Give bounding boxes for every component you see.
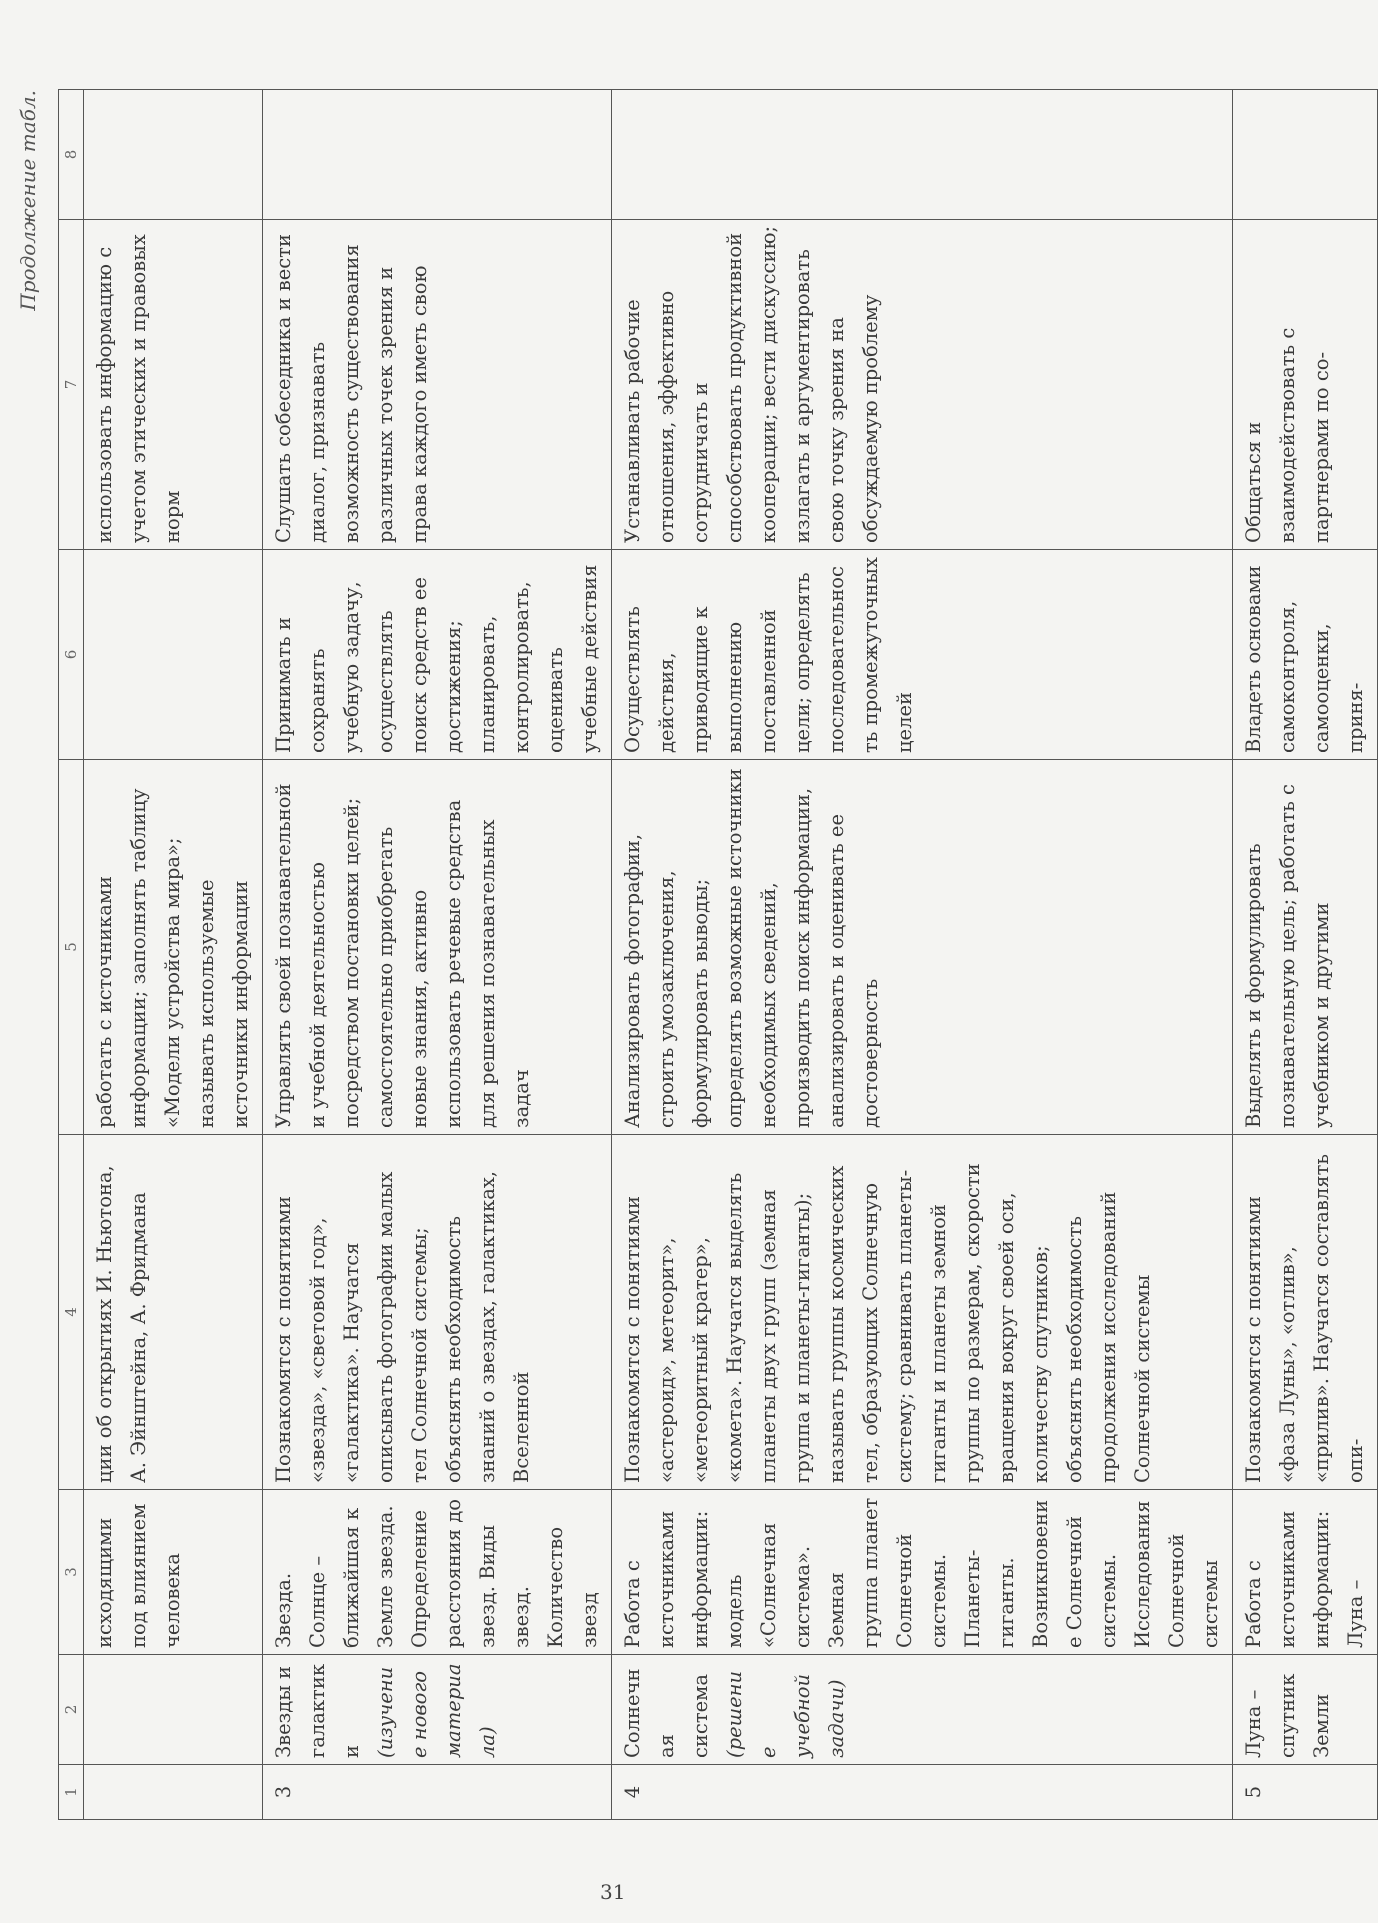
lesson-topic <box>84 1655 263 1765</box>
communicative-uud: Слушать собеседника и вести диалог, признавать возможность существования различных точек зрения и права каждого иметь свою <box>263 220 612 550</box>
column-number: 4 <box>59 1135 84 1490</box>
subject-results: Познакомятся с понятиями «фаза Луны», «отлив», «прилив». Научатся составлять опи- <box>1233 1135 1378 1490</box>
column-number: 8 <box>59 90 84 220</box>
row-number: 4 <box>612 1765 1233 1820</box>
regulatory-uud <box>84 550 263 760</box>
column-number: 7 <box>59 220 84 550</box>
table-caption: Продолжение табл. <box>16 90 40 311</box>
column-8-cell <box>612 90 1233 220</box>
column-8-cell <box>1233 90 1378 220</box>
subject-results: Познакомятся с понятиями «звезда», «световой год», «галактика». Научатся описывать фотографии малых тел Солнечной системы; объяснять необходимость знаний о звездах, галактиках, Вселенной <box>263 1135 612 1490</box>
column-number: 2 <box>59 1655 84 1765</box>
lesson-content: Работа с источниками информации: модель «Солнечная система». Земная группа планет Солнечной системы. Планеты-гиганты. Возникновение Солнечной системы. Исследования Солнечной системы <box>612 1490 1233 1655</box>
cognitive-uud: Управлять своей познавательной и учебной деятельностью посредством постановки целей; самостоятельно приобретать новые знания, активно использовать речевые средства для решения познавательных задач <box>263 760 612 1135</box>
lesson-topic <box>263 1655 612 1765</box>
column-8-cell <box>84 90 263 220</box>
column-8-cell <box>263 90 612 220</box>
column-number: 3 <box>59 1490 84 1655</box>
cognitive-uud: Выделять и формулировать познавательную цель; работать с учебником и другими <box>1233 760 1378 1135</box>
cognitive-uud: Анализировать фотографии, строить умозаключения, формулировать выводы; определять возможные источники необходимых сведений, производить поиск информации, анализировать и оценивать ее достоверность <box>612 760 1233 1135</box>
topic-lesson-type: (изучение нового материала) <box>374 1663 499 1758</box>
lesson-topic <box>1233 1655 1378 1765</box>
row-number <box>84 1765 263 1820</box>
cognitive-uud: работать с источниками информации; заполнять таблицу «Модели устройства мира»; называть используемые источники информации <box>84 760 263 1135</box>
table-row <box>1233 90 1378 1820</box>
lesson-topic <box>612 1655 1233 1765</box>
row-number: 3 <box>263 1765 612 1820</box>
row-number: 5 <box>1233 1765 1378 1820</box>
column-number: 5 <box>59 760 84 1135</box>
topic-title: Солнечная система <box>621 1668 712 1758</box>
table-row <box>612 90 1233 1820</box>
column-number: 1 <box>59 1765 84 1820</box>
table-row <box>84 90 263 1820</box>
topic-title: Луна – спутник Земли <box>1242 1673 1333 1758</box>
lesson-content: Звезда. Солнце – ближайшая к Земле звезда. Определение расстояния до звезд. Виды звезд. Количество звезд <box>263 1490 612 1655</box>
lesson-content: исходящими под влиянием человека <box>84 1490 263 1655</box>
topic-lesson-type: (решение учебной задачи) <box>723 1670 848 1758</box>
page-number: 31 <box>600 1880 626 1904</box>
communicative-uud: Устанавливать рабочие отношения, эффективно сотрудничать и способствовать продуктивной кооперации; вести дискуссию; излагать и аргументировать свою точку зрения на обсуждаемую проблему <box>612 220 1233 550</box>
column-number: 6 <box>59 550 84 760</box>
table-row <box>263 90 612 1820</box>
subject-results: ции об открытиях И. Ньютона, А. Эйнштейна, А. Фридмана <box>84 1135 263 1490</box>
rotated-table-container <box>16 90 1367 1820</box>
column-number-row <box>59 90 84 1820</box>
regulatory-uud: Принимать и сохранять учебную задачу, осуществлять поиск средств ее достижения; планировать, контролировать, оценивать учебные действия <box>263 550 612 760</box>
communicative-uud: Общаться и взаимодействовать с партнерами по со- <box>1233 220 1378 550</box>
lesson-content: Работа с источниками информации: Луна – <box>1233 1490 1378 1655</box>
regulatory-uud: Осуществлять действия, приводящие к выполнению поставленной цели; определять последовательность промежуточных целей <box>612 550 1233 760</box>
topic-title: Звезды и галактики <box>272 1663 363 1758</box>
regulatory-uud: Владеть основами самоконтроля, самооценки, приня- <box>1233 550 1378 760</box>
subject-results: Познакомятся с понятиями «астероид», метеорит», «метеоритный кратер», «комета». Научатся выделять планеты двух групп (земная группа и планеты-гиганты); называть группы космических тел, образующих Солнечную систему; сравнивать планеты-гиганты и планеты земной группы по размерам, скорости вращения вокруг своей оси, количеству спутников; объяснять необходимость продолжения исследований Солнечной системы <box>612 1135 1233 1490</box>
lesson-plan-table <box>58 89 1378 1820</box>
communicative-uud: использовать информацию с учетом этических и правовых норм <box>84 220 263 550</box>
